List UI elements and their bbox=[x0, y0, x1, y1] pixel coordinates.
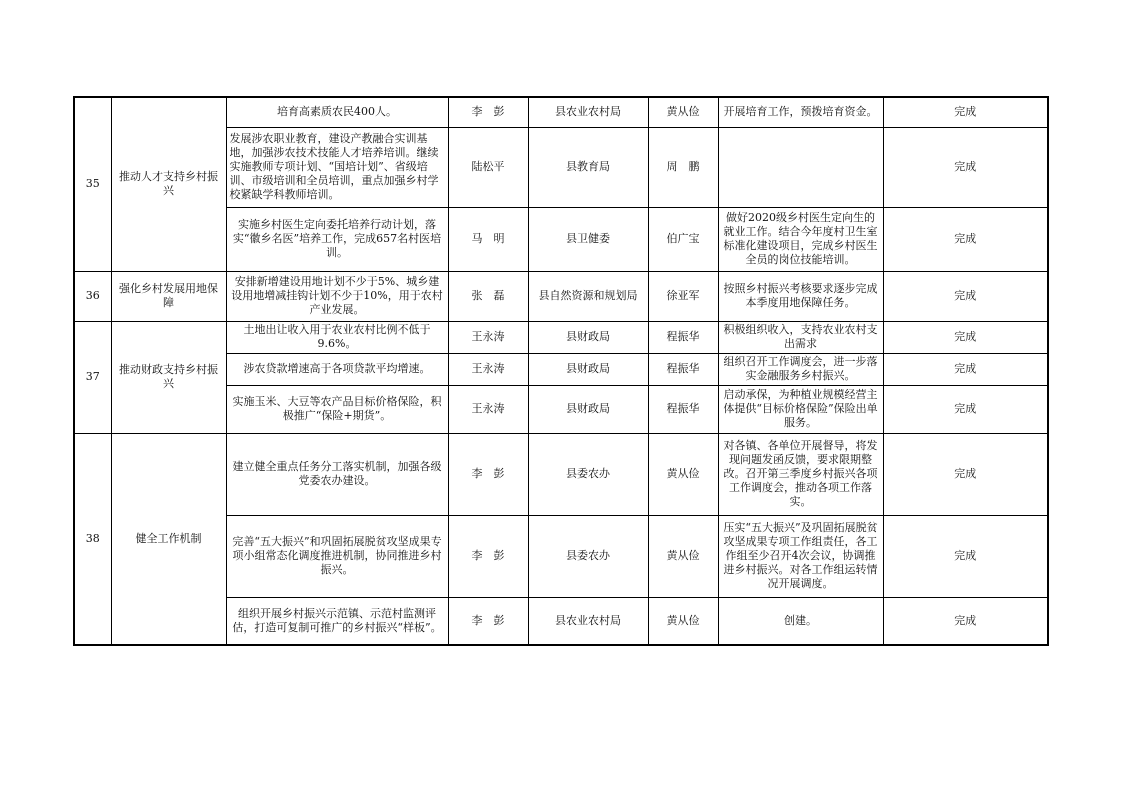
task-cell: 组织开展乡村振兴示范镇、示范村监测评估，打造可复制可推广的乡村振兴“样板”。 bbox=[226, 597, 448, 645]
person-cell: 黄从俭 bbox=[648, 433, 718, 515]
task-cell: 发展涉农职业教育，建设产教融合实训基地，加强涉农技术技能人才培养培训。继续实施教师专项计划、“国培计划”、省级培训、市级培训和全员培训，重点加强乡村学校紧缺学科教师培训。 bbox=[226, 127, 448, 207]
task-cell: 实施玉米、大豆等农产品目标价格保险，积极推广“保险+期货”。 bbox=[226, 385, 448, 433]
leader-cell: 陆松平 bbox=[448, 127, 528, 207]
unit-cell: 县卫健委 bbox=[528, 207, 648, 271]
status-cell: 完成 bbox=[883, 271, 1048, 321]
person-cell: 周 鹏 bbox=[648, 127, 718, 207]
measure-cell bbox=[718, 127, 883, 207]
measure-cell: 启动承保，为种植业规模经营主体提供“目标价格保险”保险出单服务。 bbox=[718, 385, 883, 433]
status-cell: 完成 bbox=[883, 433, 1048, 515]
leader-cell: 李 彭 bbox=[448, 515, 528, 597]
measure-cell: 压实“五大振兴”及巩固拓展脱贫攻坚成果专项工作组责任，各工作组至少召开4次会议，协调推进乡村振兴。对各工作组运转情况开展调度。 bbox=[718, 515, 883, 597]
unit-cell: 县农业农村局 bbox=[528, 597, 648, 645]
leader-cell: 马 明 bbox=[448, 207, 528, 271]
measure-cell: 创建。 bbox=[718, 597, 883, 645]
person-cell: 黄从俭 bbox=[648, 597, 718, 645]
task-cell: 培育高素质农民400人。 bbox=[226, 97, 448, 127]
measure-cell: 组织召开工作调度会，进一步落实金融服务乡村振兴。 bbox=[718, 353, 883, 385]
person-cell: 程振华 bbox=[648, 353, 718, 385]
task-table bbox=[73, 96, 1049, 646]
leader-cell: 李 彭 bbox=[448, 433, 528, 515]
leader-cell: 李 彭 bbox=[448, 597, 528, 645]
item-number: 37 bbox=[74, 321, 111, 433]
measure-cell: 对各镇、各单位开展督导，将发现问题发函反馈，要求限期整改。召开第三季度乡村振兴各项工作调度会，推动各项工作落实。 bbox=[718, 433, 883, 515]
unit-cell: 县委农办 bbox=[528, 433, 648, 515]
task-cell: 建立健全重点任务分工落实机制，加强各级党委农办建设。 bbox=[226, 433, 448, 515]
leader-cell: 王永涛 bbox=[448, 353, 528, 385]
item-number: 36 bbox=[74, 271, 111, 321]
item-name: 强化乡村发展用地保障 bbox=[111, 271, 226, 321]
person-cell: 黄从俭 bbox=[648, 97, 718, 127]
unit-cell: 县教育局 bbox=[528, 127, 648, 207]
measure-cell: 按照乡村振兴考核要求逐步完成本季度用地保障任务。 bbox=[718, 271, 883, 321]
person-cell: 伯广宝 bbox=[648, 207, 718, 271]
unit-cell: 县财政局 bbox=[528, 353, 648, 385]
task-cell: 完善“五大振兴”和巩固拓展脱贫攻坚成果专项小组常态化调度推进机制，协同推进乡村振兴。 bbox=[226, 515, 448, 597]
leader-cell: 张 磊 bbox=[448, 271, 528, 321]
leader-cell: 王永涛 bbox=[448, 321, 528, 353]
table-row bbox=[74, 271, 1048, 321]
table-row bbox=[74, 433, 1048, 515]
person-cell: 黄从俭 bbox=[648, 515, 718, 597]
leader-cell: 李 彭 bbox=[448, 97, 528, 127]
measure-cell: 积极组织收入，支持农业农村支出需求 bbox=[718, 321, 883, 353]
person-cell: 徐亚军 bbox=[648, 271, 718, 321]
leader-cell: 王永涛 bbox=[448, 385, 528, 433]
task-cell: 实施乡村医生定向委托培养行动计划，落实“徽乡名医”培养工作，完成657名村医培训。 bbox=[226, 207, 448, 271]
measure-cell: 开展培育工作，预拨培育资金。 bbox=[718, 97, 883, 127]
status-cell: 完成 bbox=[883, 385, 1048, 433]
unit-cell: 县财政局 bbox=[528, 385, 648, 433]
item-name: 推动人才支持乡村振兴 bbox=[111, 97, 226, 271]
status-cell: 完成 bbox=[883, 353, 1048, 385]
person-cell: 程振华 bbox=[648, 321, 718, 353]
item-name: 健全工作机制 bbox=[111, 433, 226, 645]
status-cell: 完成 bbox=[883, 127, 1048, 207]
status-cell: 完成 bbox=[883, 515, 1048, 597]
unit-cell: 县财政局 bbox=[528, 321, 648, 353]
unit-cell: 县委农办 bbox=[528, 515, 648, 597]
task-cell: 安排新增建设用地计划不少于5%、城乡建设用地增减挂钩计划不少于10%，用于农村产业发展。 bbox=[226, 271, 448, 321]
unit-cell: 县农业农村局 bbox=[528, 97, 648, 127]
status-cell: 完成 bbox=[883, 597, 1048, 645]
person-cell: 程振华 bbox=[648, 385, 718, 433]
status-cell: 完成 bbox=[883, 97, 1048, 127]
task-cell: 涉农贷款增速高于各项贷款平均增速。 bbox=[226, 353, 448, 385]
status-cell: 完成 bbox=[883, 321, 1048, 353]
measure-cell: 做好2020级乡村医生定向生的就业工作。结合今年度村卫生室标准化建设项目，完成乡村医生全员的岗位技能培训。 bbox=[718, 207, 883, 271]
item-name: 推动财政支持乡村振兴 bbox=[111, 321, 226, 433]
table-row bbox=[74, 321, 1048, 353]
task-cell: 土地出让收入用于农业农村比例不低于9.6%。 bbox=[226, 321, 448, 353]
unit-cell: 县自然资源和规划局 bbox=[528, 271, 648, 321]
table-row bbox=[74, 97, 1048, 127]
status-cell: 完成 bbox=[883, 207, 1048, 271]
item-number: 38 bbox=[74, 433, 111, 645]
item-number: 35 bbox=[74, 97, 111, 271]
